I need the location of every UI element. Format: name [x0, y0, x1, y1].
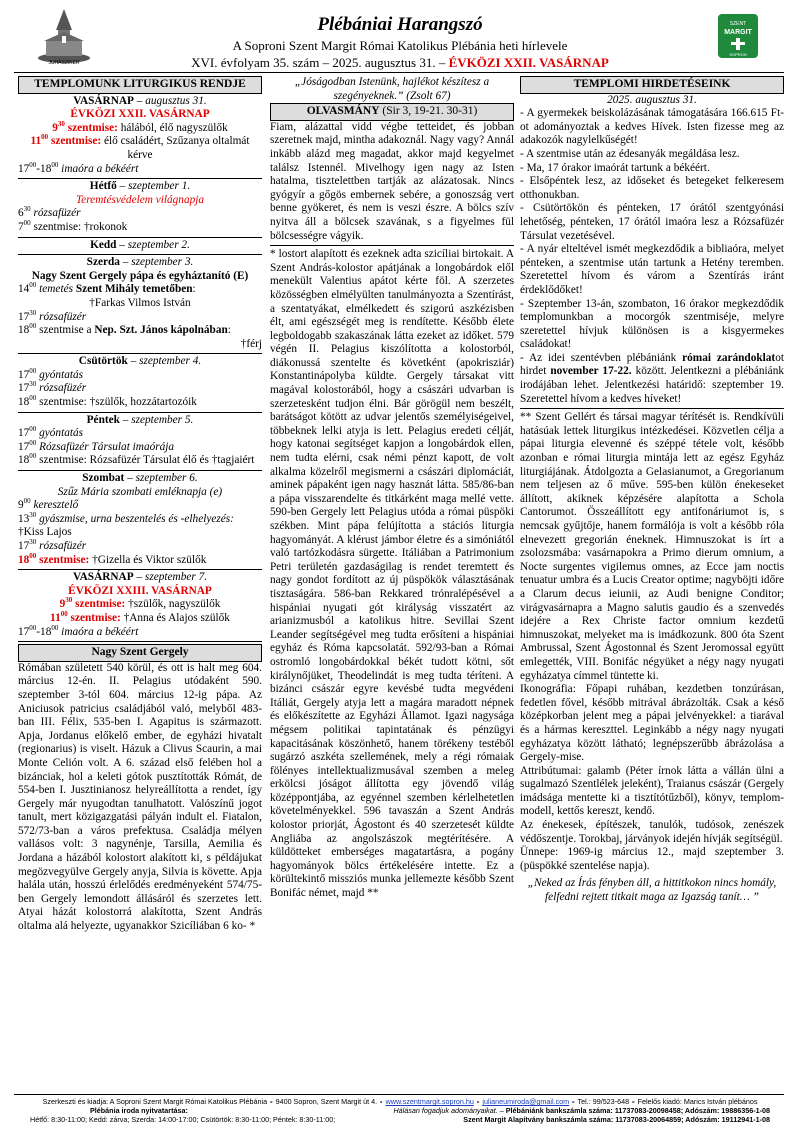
iconography: Ikonográfia: Főpapi ruhában, kezdetben tonzúrásan, fedetlen fővel, később mitrával ábrázolták. Csak a késő középkorban jelent meg a pápai jelvényekkel: a tiarával és a hármas kereszttel. Leginkább a négy nagy nyugati egyházatya között látható; legnépszerűbb ábrázolása a Gergely-mise. [520, 683, 784, 764]
header [0, 0, 800, 72]
closing-quote: „Neked az Írás fényben áll, a hittitkokon nincs homály, felfedni rejtett titkait maga az Igazság tanít… ” [527, 877, 777, 904]
newsletter-subtitle: A Soproni Szent Margit Római Katolikus Plébánia heti hírlevele [232, 38, 568, 53]
newsletter-title: Plébániai Harangszó [317, 14, 483, 35]
header-divider [14, 72, 784, 73]
gergely-bio: Rómában született 540 körül, és ott is halt meg 604. március 12-én. II. Pelagius utódaként 590. szeptember 3-tól 604. március 12-ig pápa. Az Aniciusok patricius családjából való, melyből 483-ban III. Félix, 535-ben I. Agapitus is származott. Apja, Jordanus előkelő ember, de egyházi hivatalt (regionarius) is viselt. Házuk a Clivus Scaurin, a mai Monte Celión volt. A 6. század első felében hol a bizánciak, hol a keleti gótok pusztították Rómát, de 554-ben I. Jusztinianosz helyreállította a rendet, így Gergely már nyugodtan tanulhatott. Valószínű jogot tanult, mert közigazgatási pályán indult el. Fiatalon, 572/73-ban a város prefektusa. Családja mélyen vallásos volt: 3 nagynénje, Tarsilla, Aemilia és Jordana a házából kolostort alakított ki, s példájukat megözvegyülve Gergely anyja, Silvia is követte. Apja halála után, hosszú érlelődés eredményeként 574/75-ben Gergely lemondott állásáról és szerzetes lett. Atyai házát kolostorrá alakította, Szent András oltalma alá helyezte, ugyanakkor Szicíliában 6 ko- * [18, 661, 262, 933]
logo-caption: JUHÁSZIKER [48, 60, 80, 66]
friday-sep5: Péntek – szeptember 5. $17^{00}$ gyóntatás $17^{00}$ Rózsafüzér Társulat imaórája $18^{00}$ szentmise: Rózsafüzér Társulat élő és †tagjaiért [18, 413, 262, 471]
announcement-2: - A szentmise után az édesanyák megáldása lesz. [520, 147, 740, 160]
announcement-4: - Elsőpéntek lesz, az időseket és betegeket felkeresem otthonukban. [520, 175, 784, 201]
announcement-7: - Szeptember 13-án, szombaton, 16 órakor megkezdődik templomunkban a mocorgók szentmiséje, melyre szeretettel hívjuk különösen is a kisgyermekes családokat! [520, 297, 784, 351]
svg-text:SZENT: SZENT [729, 21, 747, 27]
patronage: Az énekesek, építészek, tanulók, tudósok, zenészek védőszentje. Torokbaj, járványok idején hívják segítségül. [520, 819, 784, 845]
reading-heading: OLVASMÁNY (Sir 3, 19-21. 30-31) [270, 103, 514, 121]
reading-text: Fiam, alázattal vidd végbe tetteidet, és jobban szeretnek majd, mintha adakoznál. Nagy vagy? Annál inkább alázd meg magadat, akkor majd kegyelmet találsz Istennél. Mivelhogy igen nagy az Isten hatalma, tisztelettben tartják az alázatosak. Nincs gyógyír a gőgös embernek sebére, a gonoszság vert benne gyökeret, és nem is veszi észre. A bölcs szív nyitva áll a bölcsek szavának, s a figyelmes fül bölcsességre vágyik. [270, 121, 514, 246]
announcements-column [520, 76, 784, 905]
announcement-6: - A nyár elteltével ismét megkezdődik a bibliaóra, melyet pénteken, a szentmise után tartunk a Hetény teremben. Szeretettel hívom és várom a Szentírás iránt érdeklődőket! [520, 243, 784, 296]
announcements-date: 2025. augusztus 31. [607, 93, 697, 106]
gergely-bio-end: ** Szent Gellért és társai magyar térítését is. Rendkívüli hatásúak lettek liturgikus intézkedései. Közvetlen célja a pápai liturgia elevenné és széppé tétele volt, később azonban e római liturgia mintája lett az egész Egyház liturgiájának. Átdolgozta a Gelasianumot, a Gregorianum nem teljesen az ő műve. 595-ben külön énekeseket állított, akiknek képzésére alapította a Schola Cantorumot. Összeállított egy antifonáriumot is, s nemcsak gyűjtője, hanem formálója is volt a később róla elnevezett gregorián éneknek. Himnuszokat is írt a zsolozsmába: vasárnapokra a Primo dierum omnium, a Nocte surgentes vigilemus omnes, az Ecce jam noctis tenuatur umbra és a Lucis Creator optime; nagyböjti időre a Clarum decus ieiunii, az Audi benigne Conditor; virágvasárnapra a Magno salutis gaudio és a szenvedés idejére a Rex Christe factor omnium kezdetű himnuszokat, melyeket ma is imádkozunk. 800 óta Szent Ambrussal, Szent Ágostonnal és Szent Jeromossal együtt emlegették, VIII. Bonifác négyüket a négy nagy nyugati egyházatya címmel tüntette ki. [520, 411, 784, 682]
wednesday-sep3: Szerda – szeptember 3. Nagy Szent Gergely pápa és egyháztanító (E) $14^{00}$ temetés Szent Mihály temetőben: †Farkas Vilmos István $17^{30}$ rózsafüzér $18^{00}$ szentmise a Nep. Szt. János kápolnában: †férj [18, 255, 262, 354]
sunday-sep7: VASÁRNAP – szeptember 7. ÉVKÖZI XXIII. VASÁRNAP $9^{30}$ szentmise: †szülők, nagyszülők $11^{00}$ szentmise: †Anna és Alajos szülők $17^{00}-18^{00}$ imaóra a békéért [18, 570, 262, 642]
svg-text:SOPRON: SOPRON [729, 52, 747, 57]
footer-line-2: Plébánia iroda nyitvatartása: Hálásan fogadjuk adományaikat. – Plébániánk bankszámla száma: 11737083-20098458; Adószám: 19886356-1-08 [90, 1106, 770, 1116]
footer [30, 1097, 770, 1124]
website-link[interactable]: www.szentmargit.sopron.hu [385, 1097, 474, 1106]
footer-line-1: Szerkeszti és kiadja: A Soproni Szent Margit Római Katolikus Plébánia ∘ 9400 Sopron, Szent Margit út 4. ∘ www.szentmargit.sopron.hu ∘ julianeumiroda@gmail.com ∘ Tel.: 99/523-648 ∘ Felelős kiadó: Marics István plébános [42, 1097, 758, 1106]
announcement-8: - Az idei szentévben plébániánk római zarándoklatot hirdet november 17-22. között. Jelentkezni a plébániánk irodájában lehet. Jelentkezési határidő: szeptember 19. Szeretettel hívom a kedves híveket! [520, 352, 784, 409]
reading-column [270, 76, 514, 901]
monday-sep1: Hétfő – szeptember 1. Teremtésvédelem világnapja $6^{30}$ rózsafüzér $7^{00}$ szentmise: †rokonok [18, 179, 262, 237]
psalm-quote: „Jóságodban Istenünk, hajlékot készítesz a szegényeknek.” (Zsolt 67) [294, 76, 490, 102]
gergely-bio-continued: * lostort alapított és ezeknek adta szicíliai birtokait. A Szent András-kolostor apátjának a longobárdok elől menekült Valentius apátot kérte föl. A szerzetes közösségben elmélyülten tanulmányozta a Szentírást, a szentatyákat, elmélkedett és szigorú aszkézisben élt, ami egészségét meg is rendítette. Később élete legboldogabb szakaszának látta ezeket az időket. 579 végén II. Pelagius kiszólította a kolostorból, diákonussá szentelte és követként (apokrisziár) Konstantinápolyba küldte. Gergely társakat vitt magával kolostorából, hogy a császári udvarban is szerzetesként tudjon élni. Bár görögül nem beszélt, barátságot kötött az udvar jelentős személyiségeivel, többeknek lelki atyja is lett. Pelagius eredeti célját, hogy katonai segítséget kapjon a longobárdok ellen, nem tudta elérni, csak némi pénzt kapott, de volt alkalma közelről megismerni a császári diplomáciát, aminek pápaként igen nagy hasznát látta. 585/86-ban a pápa visszarendelte és titkárként maga mellé vette. 590-ben Gergely lett Pelagius utóda a római püspöki székben. Mint pápa felújította a stációs liturgia hagyományát. A klérust jámbor életre és a simóniától való tartózkodásra sürgette. Itáliában a Patrimonium Petri területén gazdaságilag is rendet teremtett és nagy gondot fordított az új püspökök választásának tisztaságára. 586-ban Rekkared trónralépésével a hispániai nyugati gót királyság visszatért az arianizmusból a katolikus hitre. Sevillai Szent Leander segítségével meg tudta erősíteni a hispániai egyház és Róma kapcsolatát. 592/93-ban a Római ostromló longobárdokkal békét tudott kötni, sőt királynőjüket, Theodelindát is meg tudta téríteni. A bizánci császár egyre kevésbé tudta megvédeni Itáliát, Gergely atyja lett a magára maradott népnek és előkészítette az Egyházi Államot. Igazi nagysága mégsem politikai tapintatának és pénzügyi kapacitásának köszönhető, hanem törékeny testéből sugárzó aszkéta szellemének, mely a régi rómaiak fölényes intellektualizmusával szemben a meleg erkölcsi jóságot állította egy jövendő világ középpontjába, az egyénnel szemben kérlelhetetlen követelményekkel. 596 tavaszán a Szent András kolostor priorját, Ágostont és 40 szerzetesét küldte Angliába az angolszászok megtérítésére. A küldötteket emberséges magatartásra, a pogány hagyományok bölcs értékelésére intette. Ez a körültekintő missziós munka jellemezte később Szent Bonifác német, majd ** [270, 248, 514, 900]
svg-text:MARGIT: MARGIT [724, 29, 752, 36]
saturday-sep6: Szombat – szeptember 6. Szűz Mária szombati emléknapja (e) $9^{00}$ keresztelő $13^{30}$ gyászmise, urna beszentelés és -elhelyezés: †Kiss Lajos $17^{30}$ rózsafüzér $18^{00}$ szentmise: †Gizella és Viktor szülők [18, 471, 262, 570]
sunday-aug31: VASÁRNAP – augusztus 31. ÉVKÖZI XXII. VASÁRNAP $9^{30}$ szentmise: hálából, élő nagyszülők $11^{00}$ szentmise: élő családért, Szűzanya oltalmát kérve $17^{00}-18^{00}$ imaóra a békéért [18, 94, 262, 180]
feast-day: Ünnepe: 1969-ig március 12., majd szeptember 3. (püspökké szentelése napja). [520, 846, 784, 872]
announcements-heading: TEMPLOMI HIRDETÉSEINK [520, 76, 784, 94]
thursday-sep4: Csütörtök – szeptember 4. $17^{00}$ gyóntatás $17^{30}$ rózsafüzér $18^{00}$ szentmise: †szülők, hozzátartozóik [18, 354, 262, 412]
email-link[interactable]: julianeumiroda@gmail.com [482, 1097, 570, 1106]
liturgy-column [18, 76, 262, 934]
liturgy-heading: TEMPLOMUNK LITURGIKUS RENDJE [18, 76, 262, 94]
announcement-5: - Csütörtökön és pénteken, 17 órától szentgyónási lehetőség, pénteken, 17 órától imaóra lesz a Rózsafüzér Társulat vezetésével. [520, 202, 784, 242]
tuesday-sep2: Kedd – szeptember 2. [18, 238, 262, 256]
footer-line-3: Hétfő: 8:30-11:00; Kedd: zárva; Szerda: 14:00-17:00; Csütörtök: 8:30-11:00; Péntek: 8:30-11:00; Szent Margit Alapítvány bankszámla száma: 11737083-20064859; Adószám: 19112941-1-08 [30, 1115, 770, 1125]
gergely-heading: Nagy Szent Gergely [18, 644, 262, 662]
announcement-1: - A gyermekek beiskolázásának támogatására 166.615 Ft-ot adományoztak a kedves Hívek. Isten fizesse meg az adakozók nagylelkűségét! [520, 107, 784, 147]
issue-line: XVI. évfolyam 35. szám – 2025. augusztus 31. – ÉVKÖZI XXII. VASÁRNAP [191, 55, 609, 70]
attributes: Attribútumai: galamb (Péter írnok látta a vállán ülni a sugalmazó Szentlélek jeleként), Traianus császár (Gergely imádsága mentette ki a tisztítótűzből), könyv, templom-modell, kettős kereszt, kendő. [520, 764, 784, 818]
announcement-3: - Ma, 17 órakor imaórát tartunk a békéért. [520, 161, 710, 174]
footer-divider [14, 1094, 784, 1095]
